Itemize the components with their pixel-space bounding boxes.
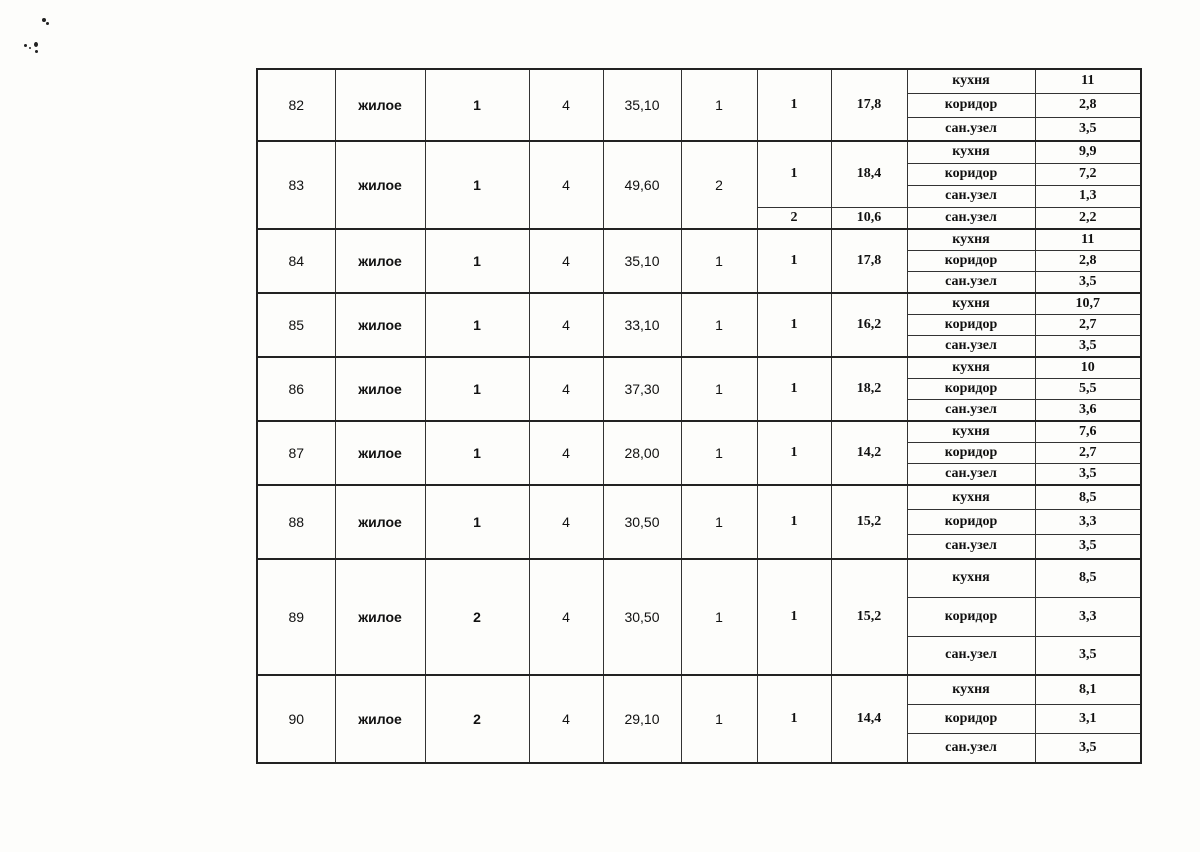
living-rooms-count: 1: [681, 69, 757, 141]
living-rooms-count: 1: [681, 675, 757, 763]
living-rooms-count: 1: [681, 485, 757, 559]
aux-room-area: 2,8: [1035, 93, 1141, 117]
premise-type: жилое: [335, 293, 425, 357]
floor: 4: [529, 485, 603, 559]
living-room-number: 1: [757, 675, 831, 763]
total-area: 29,10: [603, 675, 681, 763]
living-room-number: 1: [757, 141, 831, 207]
total-area: 35,10: [603, 229, 681, 293]
total-area: 30,50: [603, 485, 681, 559]
rooms-count: 1: [425, 421, 529, 485]
premise-type: жилое: [335, 675, 425, 763]
living-room-area: 14,2: [831, 421, 907, 485]
premise-type: жилое: [335, 69, 425, 141]
aux-room-area: 11: [1035, 229, 1141, 250]
rooms-count: 1: [425, 141, 529, 229]
floor: 4: [529, 357, 603, 421]
premise-type: жилое: [335, 421, 425, 485]
aux-room-name: коридор: [907, 510, 1035, 535]
table-row: [257, 675, 1141, 704]
aux-room-area: 8,1: [1035, 675, 1141, 704]
aux-room-area: 9,9: [1035, 141, 1141, 163]
aux-room-name: сан.узел: [907, 734, 1035, 763]
living-room-number: 1: [757, 485, 831, 559]
aux-room-area: 3,5: [1035, 636, 1141, 675]
living-rooms-count: 1: [681, 293, 757, 357]
aux-room-area: 7,6: [1035, 421, 1141, 442]
rooms-count: 2: [425, 675, 529, 763]
total-area: 35,10: [603, 69, 681, 141]
apartment-number: 90: [257, 675, 335, 763]
aux-room-name: коридор: [907, 314, 1035, 335]
aux-room-name: кухня: [907, 559, 1035, 598]
rooms-count: 1: [425, 293, 529, 357]
aux-room-area: 8,5: [1035, 485, 1141, 510]
table-row: [257, 559, 1141, 598]
floor: 4: [529, 69, 603, 141]
living-room-area: 14,4: [831, 675, 907, 763]
aux-room-area: 3,6: [1035, 400, 1141, 421]
aux-room-name: сан.узел: [907, 636, 1035, 675]
total-area: 30,50: [603, 559, 681, 675]
premise-type: жилое: [335, 357, 425, 421]
premise-type: жилое: [335, 485, 425, 559]
living-rooms-count: 1: [681, 559, 757, 675]
living-room-number: 1: [757, 421, 831, 485]
aux-room-area: 3,1: [1035, 704, 1141, 733]
table-row: [257, 357, 1141, 378]
table-row: [257, 141, 1141, 163]
aux-room-name: кухня: [907, 485, 1035, 510]
aux-room-area: 3,5: [1035, 464, 1141, 485]
aux-room-area: 5,5: [1035, 378, 1141, 399]
rooms-count: 1: [425, 485, 529, 559]
table-row: [257, 485, 1141, 510]
living-room-area: 17,8: [831, 229, 907, 293]
total-area: 37,30: [603, 357, 681, 421]
floor: 4: [529, 675, 603, 763]
aux-room-area: 3,5: [1035, 117, 1141, 141]
floor: 4: [529, 421, 603, 485]
aux-room-name: кухня: [907, 69, 1035, 93]
apartment-number: 83: [257, 141, 335, 229]
rooms-count: 1: [425, 357, 529, 421]
table-row: [257, 229, 1141, 250]
aux-room-area: 2,7: [1035, 314, 1141, 335]
aux-room-name: коридор: [907, 163, 1035, 185]
table-row: [257, 293, 1141, 314]
living-room-number: 1: [757, 293, 831, 357]
aux-room-name: сан.узел: [907, 534, 1035, 559]
aux-room-name: коридор: [907, 378, 1035, 399]
aux-room-area: 3,3: [1035, 510, 1141, 535]
premise-type: жилое: [335, 229, 425, 293]
aux-room-area: 2,2: [1035, 207, 1141, 229]
aux-room-area: 3,5: [1035, 336, 1141, 357]
total-area: 28,00: [603, 421, 681, 485]
table-row: [257, 421, 1141, 442]
apartment-number: 87: [257, 421, 335, 485]
aux-room-name: коридор: [907, 598, 1035, 637]
apartment-number: 85: [257, 293, 335, 357]
aux-room-area: 2,8: [1035, 250, 1141, 271]
premise-type: жилое: [335, 559, 425, 675]
aux-room-name: коридор: [907, 704, 1035, 733]
rooms-count: 1: [425, 69, 529, 141]
living-room-number: 1: [757, 559, 831, 675]
aux-room-area: 3,3: [1035, 598, 1141, 637]
aux-room-area: 10: [1035, 357, 1141, 378]
living-room-area: 18,4: [831, 141, 907, 207]
scan-specks: [20, 14, 60, 54]
aux-room-name: сан.узел: [907, 400, 1035, 421]
living-room-number: 1: [757, 69, 831, 141]
living-room-number: 1: [757, 229, 831, 293]
aux-room-area: 3,5: [1035, 534, 1141, 559]
floor: 4: [529, 141, 603, 229]
living-room-area: 16,2: [831, 293, 907, 357]
floor: 4: [529, 293, 603, 357]
aux-room-name: сан.узел: [907, 272, 1035, 293]
aux-room-area: 10,7: [1035, 293, 1141, 314]
living-room-area: 18,2: [831, 357, 907, 421]
aux-room-name: коридор: [907, 93, 1035, 117]
aux-room-name: сан.узел: [907, 464, 1035, 485]
living-room-number: 2: [757, 207, 831, 229]
aux-room-area: 2,7: [1035, 442, 1141, 463]
floor: 4: [529, 229, 603, 293]
apartment-number: 84: [257, 229, 335, 293]
premise-type: жилое: [335, 141, 425, 229]
aux-room-name: кухня: [907, 357, 1035, 378]
aux-room-area: 8,5: [1035, 559, 1141, 598]
living-rooms-count: 1: [681, 229, 757, 293]
apartment-number: 86: [257, 357, 335, 421]
rooms-count: 2: [425, 559, 529, 675]
aux-room-name: кухня: [907, 293, 1035, 314]
table-row: [257, 69, 1141, 93]
aux-room-name: коридор: [907, 442, 1035, 463]
living-room-area: 15,2: [831, 559, 907, 675]
living-rooms-count: 1: [681, 357, 757, 421]
apartment-table: [256, 68, 1142, 764]
aux-room-area: 3,5: [1035, 734, 1141, 763]
rooms-count: 1: [425, 229, 529, 293]
aux-room-name: кухня: [907, 229, 1035, 250]
living-rooms-count: 2: [681, 141, 757, 229]
aux-room-area: 7,2: [1035, 163, 1141, 185]
aux-room-area: 1,3: [1035, 185, 1141, 207]
aux-room-name: сан.узел: [907, 117, 1035, 141]
aux-room-area: 11: [1035, 69, 1141, 93]
total-area: 49,60: [603, 141, 681, 229]
aux-room-name: коридор: [907, 250, 1035, 271]
living-room-area: 10,6: [831, 207, 907, 229]
aux-room-area: 3,5: [1035, 272, 1141, 293]
aux-room-name: сан.узел: [907, 185, 1035, 207]
apartment-number: 89: [257, 559, 335, 675]
living-room-number: 1: [757, 357, 831, 421]
aux-room-name: кухня: [907, 141, 1035, 163]
apartment-number: 82: [257, 69, 335, 141]
living-room-area: 17,8: [831, 69, 907, 141]
aux-room-name: сан.узел: [907, 207, 1035, 229]
aux-room-name: кухня: [907, 675, 1035, 704]
aux-room-name: кухня: [907, 421, 1035, 442]
living-room-area: 15,2: [831, 485, 907, 559]
living-rooms-count: 1: [681, 421, 757, 485]
apartment-number: 88: [257, 485, 335, 559]
aux-room-name: сан.узел: [907, 336, 1035, 357]
floor: 4: [529, 559, 603, 675]
total-area: 33,10: [603, 293, 681, 357]
